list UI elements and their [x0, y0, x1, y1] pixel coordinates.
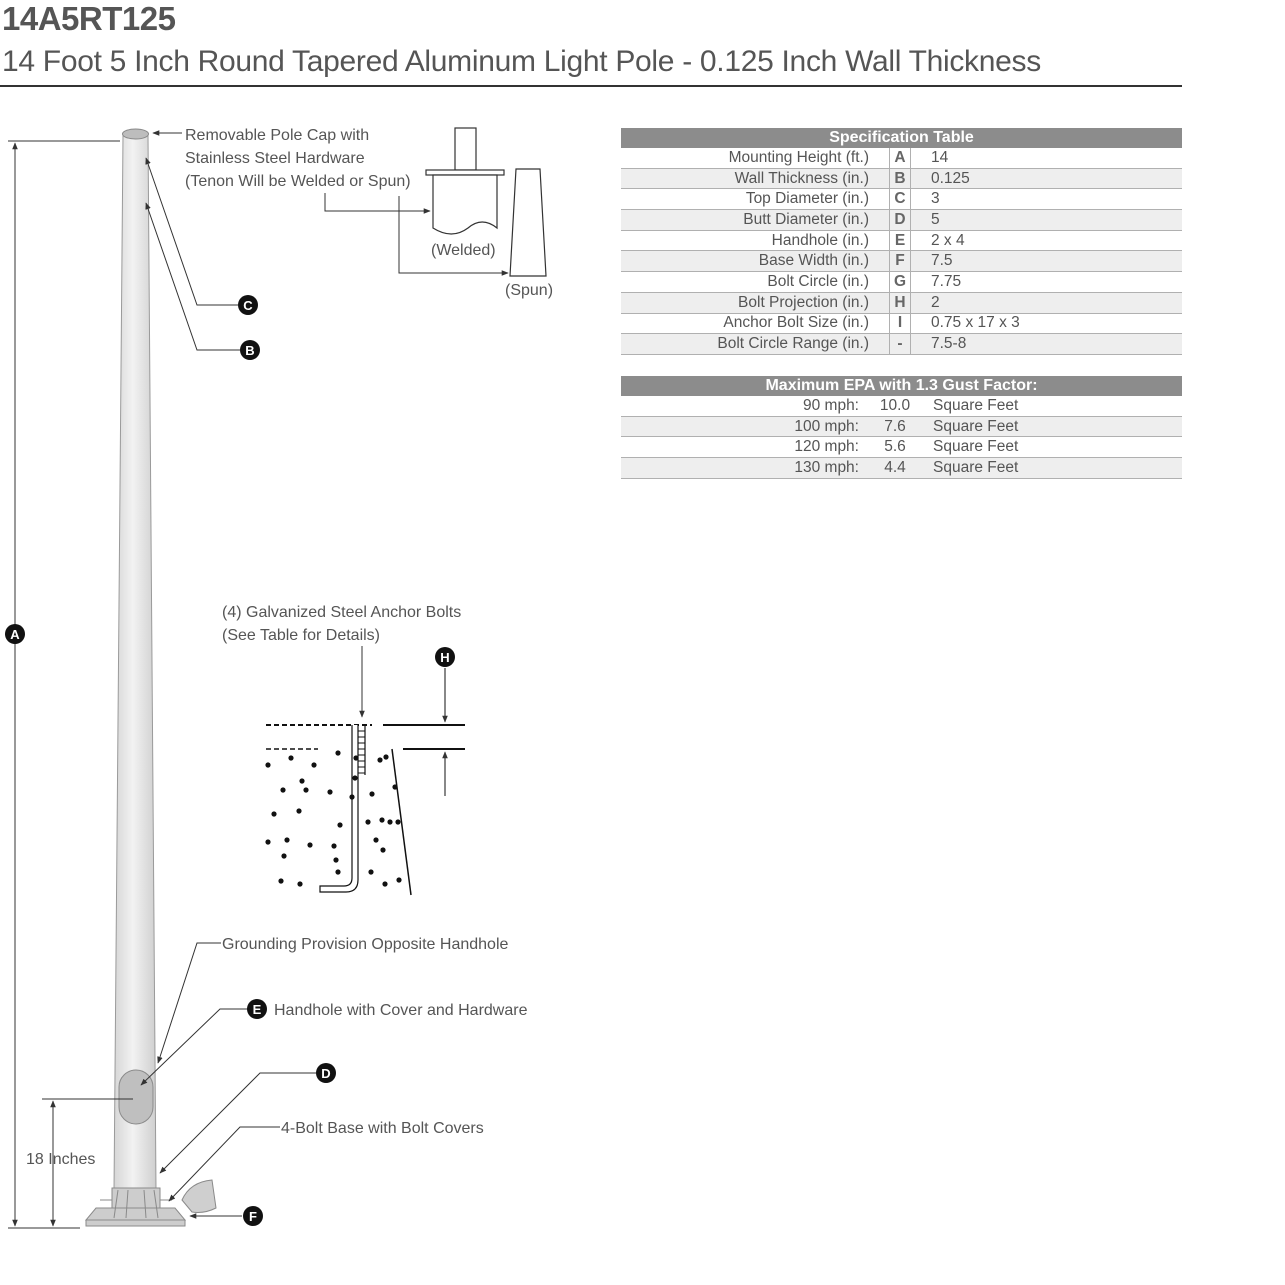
spec-key: B	[890, 168, 911, 189]
callout-pole-cap-line2: Stainless Steel Hardware	[185, 150, 365, 167]
tenon-spun	[510, 169, 546, 276]
callout-pole-cap	[185, 127, 411, 190]
epa-value: 4.4	[871, 458, 919, 479]
spec-value: 7.5	[911, 251, 1183, 272]
marker-b	[240, 340, 260, 360]
spec-label: Wall Thickness (in.)	[621, 168, 890, 189]
callout-handhole: Handhole with Cover and Hardware	[274, 1002, 528, 1019]
spec-key: F	[890, 251, 911, 272]
epa-unit: Square Feet	[919, 458, 1182, 479]
table-row	[621, 272, 1182, 293]
spec-value: 7.5-8	[911, 334, 1183, 355]
epa-unit: Square Feet	[919, 416, 1182, 437]
spec-label: Top Diameter (in.)	[621, 189, 890, 210]
specification-table-title: Specification Table	[621, 128, 1182, 148]
callout-base: 4-Bolt Base with Bolt Covers	[281, 1120, 484, 1137]
marker-c	[238, 295, 258, 315]
table-row	[621, 168, 1182, 189]
marker-a	[5, 624, 25, 644]
table-row	[621, 396, 1182, 416]
dimension-a	[8, 141, 120, 1228]
svg-text:F: F	[249, 1209, 257, 1224]
table-row	[621, 437, 1182, 458]
table-row	[621, 334, 1182, 355]
table-row	[621, 313, 1182, 334]
epa-speed: 120 mph:	[621, 437, 871, 458]
table-row	[621, 148, 1182, 168]
model-number: 14A5RT125	[2, 0, 176, 37]
callout-anchor-bolts	[222, 604, 466, 644]
epa-speed: 100 mph:	[621, 416, 871, 437]
label-welded: (Welded)	[431, 242, 496, 259]
spec-value: 0.75 x 17 x 3	[911, 313, 1183, 334]
bolt-cover	[182, 1180, 216, 1213]
spec-key: A	[890, 148, 911, 168]
spec-label: Bolt Circle (in.)	[621, 272, 890, 293]
epa-unit: Square Feet	[919, 437, 1182, 458]
callout-anchor-bolts-line1: (4) Galvanized Steel Anchor Bolts	[222, 604, 462, 621]
pole-cap	[123, 129, 149, 139]
spec-value: 2 x 4	[911, 230, 1183, 251]
svg-text:C: C	[243, 298, 253, 313]
callout-pole-cap-line1: Removable Pole Cap with	[185, 127, 370, 144]
specification-table	[621, 128, 1182, 355]
epa-unit: Square Feet	[919, 396, 1182, 416]
table-row	[621, 416, 1182, 437]
label-18-inches: 18 Inches	[26, 1151, 96, 1168]
spec-key: H	[890, 292, 911, 313]
product-description: 14 Foot 5 Inch Round Tapered Aluminum Light Pole - 0.125 Inch Wall Thickness	[2, 45, 1041, 78]
svg-text:B: B	[245, 343, 255, 358]
spec-label: Base Width (in.)	[621, 251, 890, 272]
epa-value: 5.6	[871, 437, 919, 458]
pole-base	[86, 1188, 185, 1226]
spec-label: Butt Diameter (in.)	[621, 210, 890, 231]
tenon-welded	[426, 128, 504, 234]
table-row	[621, 292, 1182, 313]
svg-text:E: E	[252, 1002, 262, 1017]
epa-value: 10.0	[871, 396, 919, 416]
callout-grounding: Grounding Provision Opposite Handhole	[222, 936, 509, 953]
spec-key: -	[890, 334, 911, 355]
marker-d	[316, 1063, 336, 1083]
table-row	[621, 210, 1182, 231]
epa-speed: 90 mph:	[621, 396, 871, 416]
spec-value: 3	[911, 189, 1183, 210]
spec-key: C	[890, 189, 911, 210]
spec-value: 7.75	[911, 272, 1183, 293]
spec-key: E	[890, 230, 911, 251]
svg-text:H: H	[440, 650, 450, 665]
spec-value: 14	[911, 148, 1183, 168]
table-row	[621, 251, 1182, 272]
svg-text:D: D	[321, 1066, 331, 1081]
spec-label: Bolt Circle Range (in.)	[621, 334, 890, 355]
callout-pole-cap-line3: (Tenon Will be Welded or Spun)	[185, 173, 411, 190]
spec-label: Anchor Bolt Size (in.)	[621, 313, 890, 334]
foundation-detail	[266, 668, 465, 895]
table-row	[621, 189, 1182, 210]
spec-key: G	[890, 272, 911, 293]
label-spun: (Spun)	[505, 282, 554, 299]
svg-text:A: A	[10, 627, 20, 642]
callout-anchor-bolts-line2: (See Table for Details)	[222, 627, 380, 644]
spec-value: 5	[911, 210, 1183, 231]
spec-key: I	[890, 313, 911, 334]
marker-e	[247, 999, 267, 1019]
spec-label: Mounting Height (ft.)	[621, 148, 890, 168]
marker-f	[243, 1206, 263, 1226]
epa-value: 7.6	[871, 416, 919, 437]
table-row	[621, 230, 1182, 251]
spec-label: Handhole (in.)	[621, 230, 890, 251]
spec-label: Bolt Projection (in.)	[621, 292, 890, 313]
spec-key: D	[890, 210, 911, 231]
spec-value: 2	[911, 292, 1183, 313]
epa-table	[621, 376, 1182, 479]
pole-shaft	[114, 135, 156, 1190]
spec-value: 0.125	[911, 168, 1183, 189]
pole	[86, 129, 216, 1226]
concrete-aggregate	[265, 750, 401, 886]
marker-h	[435, 647, 455, 667]
epa-table-title: Maximum EPA with 1.3 Gust Factor:	[621, 376, 1182, 396]
table-row	[621, 458, 1182, 479]
epa-speed: 130 mph:	[621, 458, 871, 479]
